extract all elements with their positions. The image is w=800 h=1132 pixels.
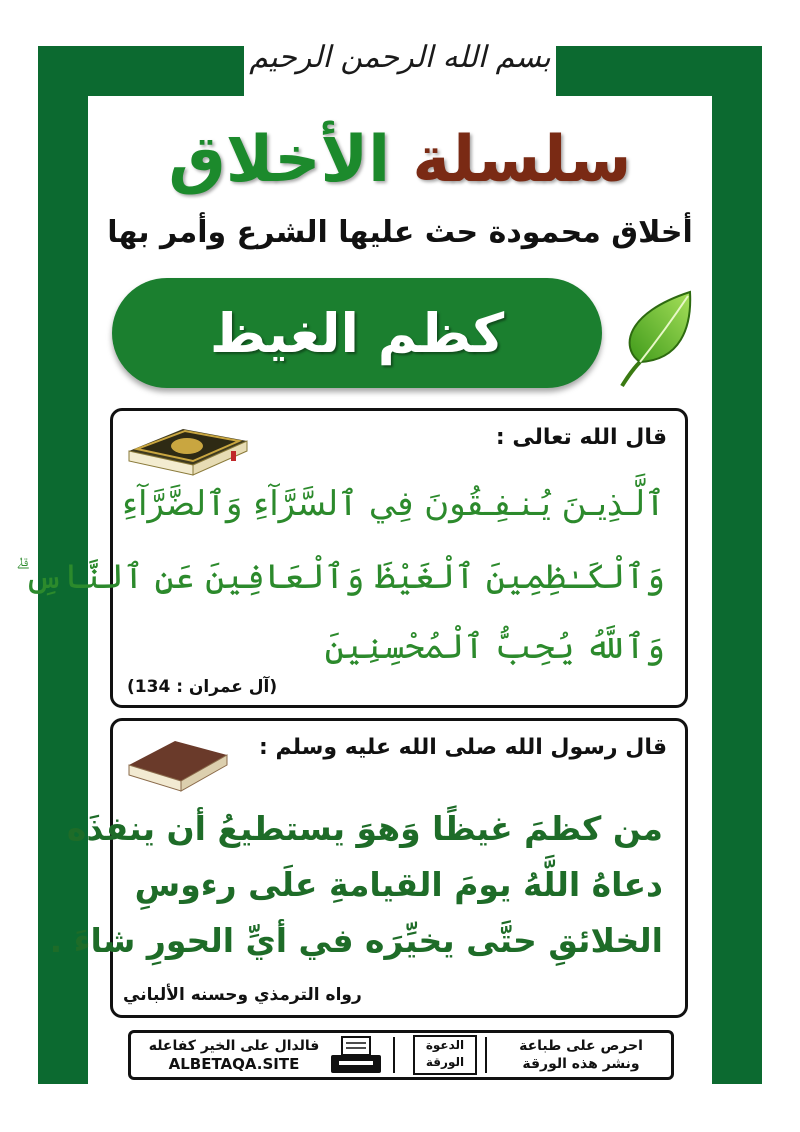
quran-book-icon: [123, 421, 251, 479]
printer-icon: [327, 1035, 385, 1077]
verse-line-2: وَٱلْكَـٰظِمِينَ ٱلْغَيْظَ وَٱلْعَافِينَ عَنِ ٱلنَّاسِ ۗ: [15, 557, 665, 597]
quran-reference: (آل عمران : 134): [127, 677, 278, 697]
hadith-reference: رواه الترمذي وحسنه الألباني: [123, 985, 362, 1005]
hadith-line-2: دعاهُ اللَّهُ يومَ القيامةِ علَى رءوسِ: [134, 865, 663, 904]
hadith-line-3: الخلائقِ حتَّى يخيِّرَه في أيِّ الحورِ شاءَ .: [49, 921, 663, 960]
logo-mark: الدعوة الورقة: [413, 1035, 477, 1075]
footer-separator: [485, 1037, 487, 1073]
hadith-card: [49, 718, 688, 1018]
topic-title: كظم الغيظ: [209, 301, 505, 365]
series-title: [100, 110, 700, 210]
footer-bar: [128, 1030, 674, 1080]
quran-intro: قال الله تعالى :: [495, 425, 667, 450]
verse-line-3: وَٱللَّهُ يُحِبُّ ٱلْمُحْسِنِينَ: [324, 627, 665, 667]
footer-left-text: فالدال على الخير كفاعله: [148, 1038, 320, 1054]
footer-separator: [393, 1037, 395, 1073]
quran-card: [15, 408, 688, 708]
subtitle: أخلاق محمودة حث عليها الشرع وأمر بها: [107, 215, 693, 250]
hadith-intro: قال رسول الله صلى الله عليه وسلم :: [259, 735, 667, 760]
footer-right-line1: احرص على طباعة: [519, 1038, 643, 1054]
footer-site: ALBETAQA.SITE: [168, 1055, 300, 1073]
basmala: بسم الله الرحمن الرحيم: [249, 39, 551, 75]
book-icon: [121, 731, 233, 793]
series-title-part2: الأخلاق: [168, 123, 391, 197]
footer-right-line2: ونشر هذه الورقة: [522, 1056, 640, 1072]
series-title-part1: سلسلة: [412, 123, 632, 197]
topic-banner: [112, 278, 602, 388]
verse-line-1: ٱلَّـذِيـنَ يُـنـفِـقُونَ فِي ٱلسَّرَّآءِ وَٱلضَّرَّآءِ: [122, 484, 665, 524]
hadith-line-1: من كظمَ غيظًا وَهوَ يستطيعُ أن ينفذَه: [66, 809, 663, 848]
leaf-icon: [610, 288, 696, 388]
